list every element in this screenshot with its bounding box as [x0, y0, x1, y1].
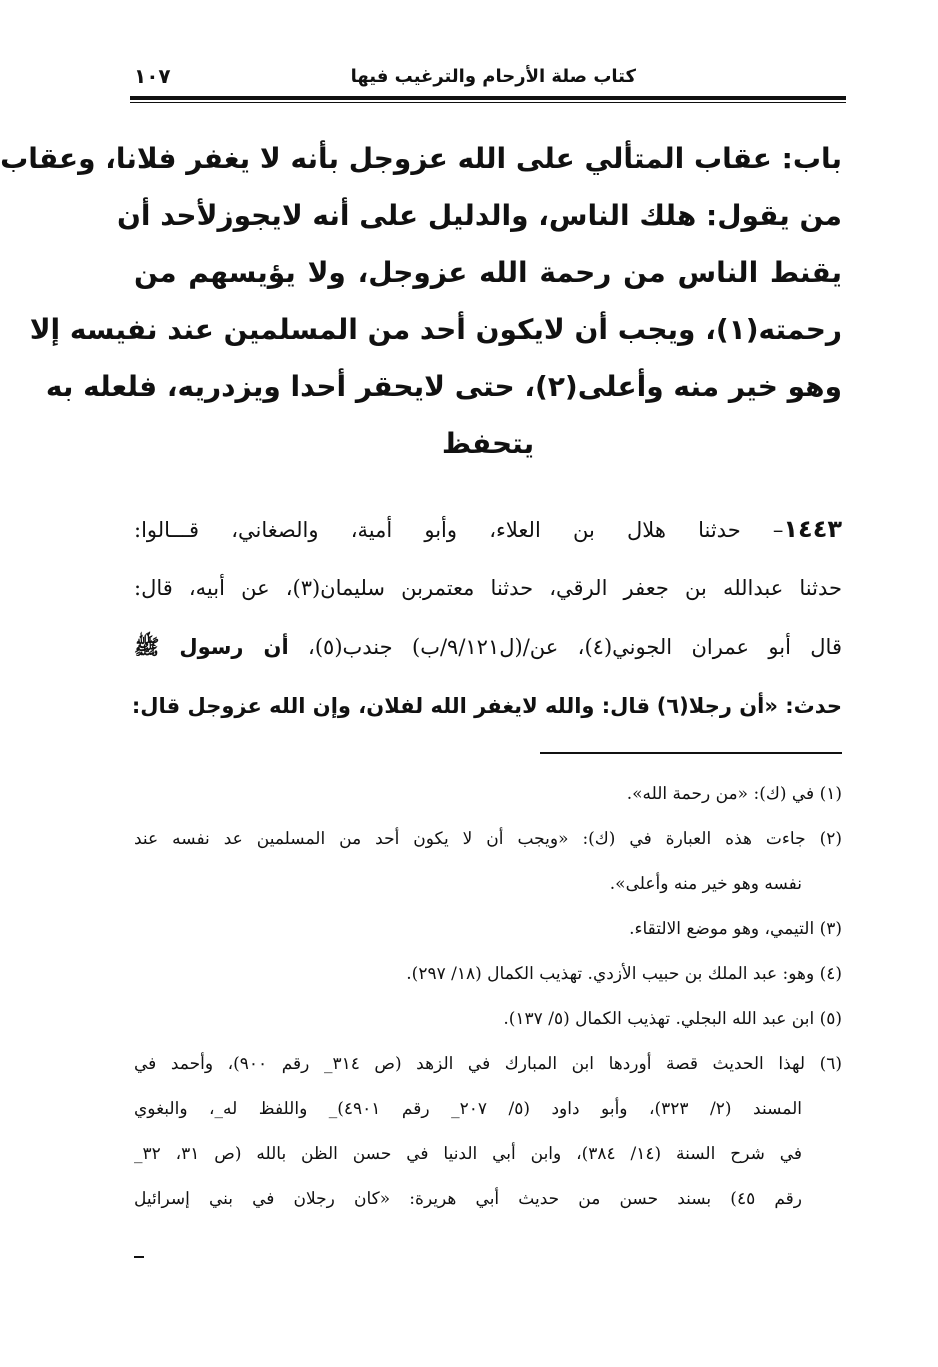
chapter-title-line: وهو خير منه وأعلى(٢)، حتى لايحقر أحدا ويزدريه، فلعله به [45, 370, 842, 403]
hadith-line [134, 618, 842, 677]
footnotes [134, 772, 842, 1222]
chapter-title-line: رحمته(١)، ويجب أن لايكون أحد من المسلمين عند نفيسه إلا [29, 313, 842, 346]
footnote: (٢) جاءت هذه العبارة في (ك): «ويجب أن لا يكون أحد من المسلمين عد نفسه عند [134, 829, 842, 849]
chapter-title-line: يقنط الناس من رحمة الله عزوجل، ولا يؤيسهم من [134, 256, 842, 289]
book-title: كتاب صلة الأرحام والترغيب فيها [350, 66, 636, 87]
footnote: (٤) وهو: عبد الملك بن حبيب الأزدي. تهذيب الكمال (١٨/ ٢٩٧). [406, 964, 842, 984]
footnote: (٣) التيمي، وهو موضع الالتقاء. [629, 919, 842, 939]
chapter-title-line: يتحفظ [441, 427, 535, 460]
footnote: (٥) ابن عبد الله البجلي. تهذيب الكمال (٥/ ١٣٧). [503, 1009, 842, 1029]
hadith-isnad: – حدثنا هلال بن العلاء، وأبو أمية، والصغاني، قـــالوا: [134, 518, 784, 542]
footnote-separator [540, 752, 842, 754]
chapter-title-line: باب: عقاب المتألي على الله عزوجل بأنه لا يغفر فلانا، وعقاب [0, 142, 842, 175]
chapter-title-line: من يقول: هلك الناس، والدليل على أنه لايجوزلأحد أن [117, 199, 842, 232]
footnote-continuation: المسند (٢/ ٣٢٣)، وأبو داود (٥/ ٢٠٧_ رقم ٤٩٠١)_ واللفظ له_، والبغوي [134, 1099, 802, 1119]
continuation-mark [134, 1256, 144, 1258]
header-rule-thin [130, 102, 846, 103]
footnote-continuation: نفسه وهو خير منه وأعلى». [609, 874, 802, 894]
chapter-title [0, 130, 842, 472]
footnote-continuation: في شرح السنة (١٤/ ٣٨٤)، وابن أبي الدنيا في حسن الظن بالله (ص ٣١، ٣٢_ [134, 1144, 802, 1164]
hadith-isnad: قال أبو عمران الجوني(٤)، عن/(ل٩/١٢١/ب) جندب(٥)، [308, 635, 842, 659]
hadith-line [134, 500, 842, 559]
hadith-matn-intro: حدث: «أن رجلا(٦) [656, 694, 842, 718]
hadith-text [131, 500, 842, 736]
hadith-number: ١٤٤٣ [783, 515, 842, 543]
footnote: (١) في (ك): «من رحمة الله». [626, 784, 842, 804]
header-rule [130, 96, 846, 100]
footnote: (٦) لهذا الحديث قصة أوردها ابن المبارك في الزهد (ص ٣١٤_ رقم ٩٠٠)، وأحمد في [134, 1054, 842, 1074]
footnote-continuation: رقم ٤٥) بسند حسن من حديث أبي هريرة: «كان رجلان في بني إسرائيل [134, 1189, 802, 1209]
hadith-line: حدثنا عبدالله بن جعفر الرقي، حدثنا معتمربن سليمان(٣)، عن أبيه، قال: [134, 576, 842, 600]
page-number: ١٠٧ [134, 64, 171, 88]
hadith-matn: قال: والله لايغفر الله لفلان، وإن الله عزوجل قال: [131, 694, 651, 718]
hadith-matn: أن رسول ﷺ [134, 635, 289, 659]
hadith-line [131, 677, 842, 736]
running-header [130, 62, 846, 96]
